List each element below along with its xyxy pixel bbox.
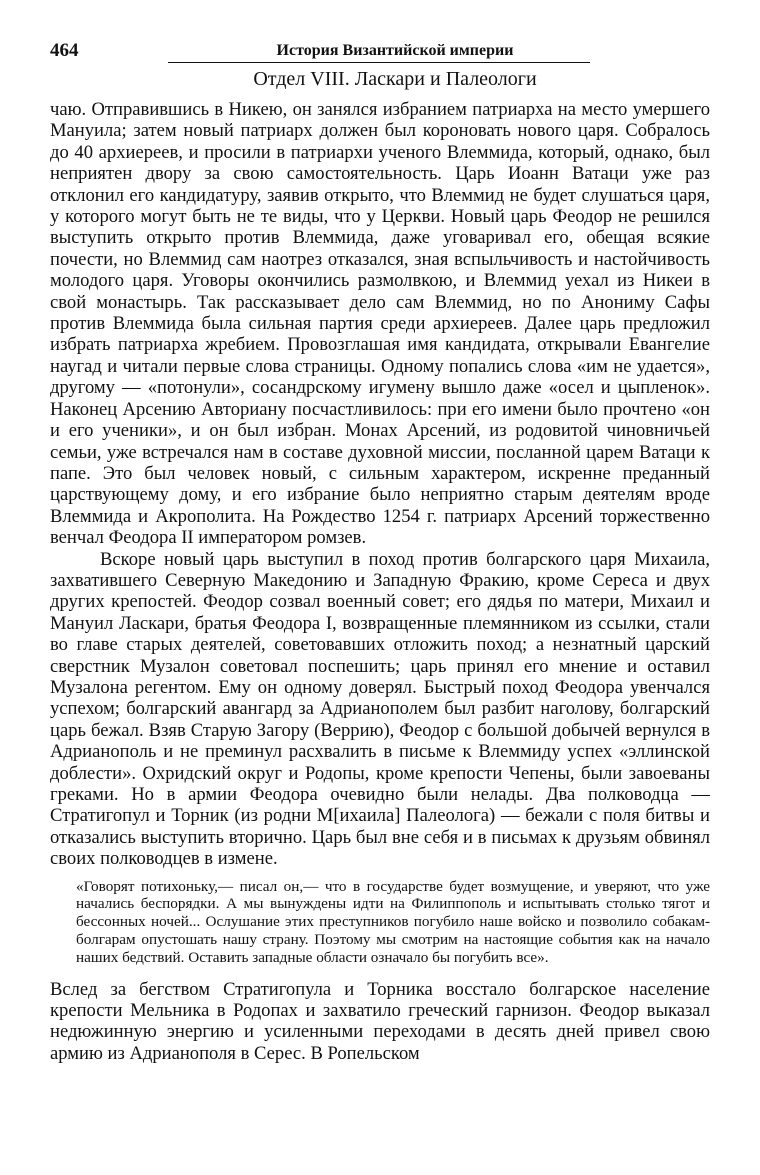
paragraph-continued: чаю. Отправившись в Никею, он занялся избранием патриарха на место умершего Мануила; затем новый патриарх должен был короновать нового царя. Собралось до 40 архиереев, и просили в патриархи ученого Влеммида, который, однако, был неприятен двору за свою самостоятельность. Царь Иоанн Ватаци уже раз отклонил его кандидатуру, заявив открыто, что Влеммид не будет слушаться царя, у которого могут быть не те виды, что у Церкви. Новый царь Феодор не решился выступить открыто против Влеммида, даже уговаривал его, обещая всякие почести, но Влеммид сам наотрез отказался, зная вспыльчивость и настойчивость молодого царя. Уговоры окончились размолвкою, и Влеммид уехал из Никеи в свой монастырь. Так рассказывает дело сам Влеммид, но по Анониму Сафы против Влеммида была сильная партия среди архиереев. Далее царь предложил избрать патриарха жребием. Провозглашая имя кандидата, открывали Евангелие наугад и читали первые слова страницы. Одному попались слова «им не удается», другому — «потонули», сосандрскому игумену вышло даже «осел и цыпленок». Наконец Арсению Авториану посчастливилось: при его имени было прочтено «он и его ученики», и он был избран. Монах Арсений, из родовитой чиновничьей семьи, уже встречался нам в составе духовной миссии, посланной царем Ватаци к папе. Это был человек новый, с сильным характером, искренне преданный царствующему дому, и его избрание было неприятно старым деятелям вроде Влеммида и Акрополита. На Рождество 1254 г. патриарх Арсений торжественно венчал Феодора II императором ромзев.: [50, 99, 710, 549]
header-rule: [168, 62, 590, 63]
section-title: Отдел VIII. Ласкари и Палеологи: [253, 68, 537, 90]
paragraph-campaign: Вскоре новый царь выступил в поход против болгарского царя Михаила, захватившего Северную Македонию и Западную Фракию, кроме Сереса и двух других крепостей. Феодор созвал военный совет; его дядья по матери, Михаил и Мануил Ласкари, братья Феодора I, возвращенные племянником из ссылки, стали во главе старых деятелей, советовавших отложить поход; а незнатный царский сверстник Музалон советовал поспешить; царь принял его мнение и оставил Музалона регентом. Ему он одному доверял. Быстрый поход Феодора увенчался успехом; болгарский авангард за Адрианополем был разбит наголову, болгарский царь бежал. Взяв Старую Загору (Веррию), Феодор с большой добычей вернулся в Адрианополь и не преминул расхвалить в письме к Влеммиду успех «эллинской доблести». Охридский округ и Родопы, кроме крепости Чепены, были завоеваны греками. Но в армии Феодора очевидно были нелады. Два полководца — Стратигопул и Торник (из родни М[ихаила] Палеолога) — бежали с поля битвы и отказались выступить вторично. Царь был вне себя и в письмах к друзьям обвинял своих полководцев в измене.: [50, 548, 710, 870]
paragraph-closing: Вслед за бегством Стратигопула и Торника восстало болгарское население крепости Мельника в Родопах и захватило греческий гарнизон. Феодор выказал недюжинную энергию и усиленными переходами в десять дней привел свою армию из Адрианополя в Серес. В Ропельском: [50, 978, 710, 1064]
book-page: [50, 40, 710, 1064]
page-header: [50, 40, 710, 62]
running-title: История Византийской империи: [276, 42, 514, 59]
page-number: 464: [50, 40, 79, 61]
letter-quote: «Говорят потихоньку,— писал он,— что в государстве будет возмущение, и уверяют, что уже начались беспорядки. А мы вынуждены идти на Филиппополь и испытывать столько тягот и бессонных ночей... Ослушание этих преступников погубило наше войско и позволило собакам-болгарам опустошать нашу страну. Поэтому мы смотрим на настоящие события как на начало наших бедствий. Оставить западные области означало бы погубить все».: [76, 877, 710, 966]
